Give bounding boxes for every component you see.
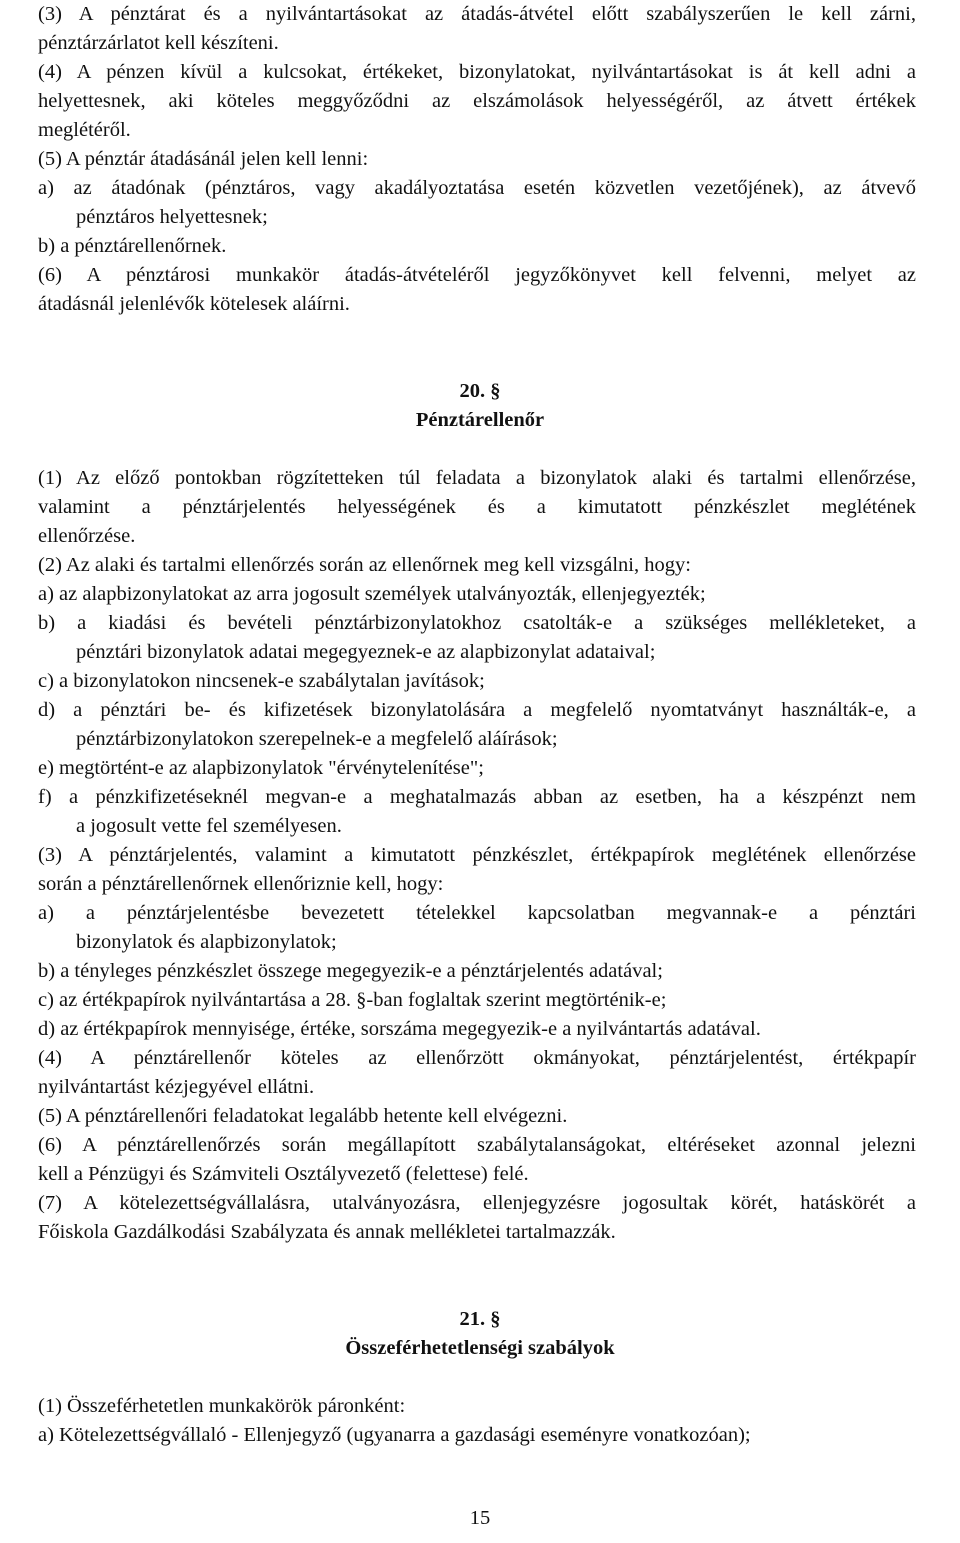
- text-line: e) megtörtént-e az alapbizonylatok "érvénytelenítése";: [38, 757, 484, 779]
- text-line: f) a pénzkifizetéseknél megvan-e a meghatalmazás abban az esetben, ha a készpénzt nem: [38, 786, 916, 808]
- text-line: valamint a pénztárjelentés helyességének és a kimutatott pénzkészlet meglétének: [38, 496, 916, 518]
- text-line: b) a tényleges pénzkészlet összege megegyezik-e a pénztárjelentés adatával;: [38, 960, 663, 982]
- text-line: (5) A pénztár átadásánál jelen kell lenni:: [38, 148, 369, 170]
- text-line: pénztáros helyettesnek;: [76, 206, 268, 228]
- text-line: a) az alapbizonylatokat az arra jogosult személyek utalványozták, ellenjegyezték;: [38, 583, 706, 605]
- text-line: (5) A pénztárellenőri feladatokat legalább hetente kell elvégezni.: [38, 1105, 568, 1127]
- text-line: bizonylatok és alapbizonylatok;: [76, 931, 337, 953]
- text-line: (3) A pénztárjelentés, valamint a kimutatott pénzkészlet, értékpapírok meglétének ellenőrzése: [38, 844, 916, 866]
- text-line: (6) A pénztárellenőrzés során megállapított szabálytalanságokat, eltéréseket azonnal jelezni: [38, 1134, 916, 1156]
- text-line: pénztári bizonylatok adatai megegyeznek-e az alapbizonylat adataival;: [76, 641, 656, 663]
- text-line: (1) Az előző pontokban rögzítetteken túl feladata a bizonylatok alaki és tartalmi ellenőrzése,: [38, 467, 916, 489]
- text-line: átadásnál jelenlévők kötelesek aláírni.: [38, 293, 350, 315]
- text-line: (7) A kötelezettségvállalásra, utalványozásra, ellenjegyzésre jogosultak körét, hatáskörét a: [38, 1192, 916, 1214]
- text-line: Főiskola Gazdálkodási Szabályzata és annak mellékletei tartalmazzák.: [38, 1221, 616, 1243]
- section-heading: Pénztárellenőr: [415, 409, 545, 431]
- text-line: meglétéről.: [38, 119, 131, 141]
- text-line: (2) Az alaki és tartalmi ellenőrzés során az ellenőrnek meg kell vizsgálni, hogy:: [38, 554, 691, 576]
- text-line: helyettesnek, aki köteles meggyőződni az elszámolások helyességéről, az átvett értékek: [38, 90, 916, 112]
- text-line: (6) A pénztárosi munkakör átadás-átvételéről jegyzőkönyvet kell felvenni, melyet az: [38, 264, 916, 286]
- text-line: pénztárbizonylatokon szerepelnek-e a megfelelő aláírások;: [76, 728, 558, 750]
- section-heading: 20. §: [459, 380, 501, 402]
- section-heading: Összeférhetetlenségi szabályok: [345, 1337, 615, 1359]
- page-number: 15: [469, 1507, 491, 1529]
- text-line: (1) Összeférhetetlen munkakörök páronként:: [38, 1395, 406, 1417]
- text-line: a) Kötelezettségvállaló - Ellenjegyző (ugyanarra a gazdasági eseményre vonatkozóan);: [38, 1424, 751, 1446]
- text-line: a) a pénztárjelentésbe bevezetett tételekkel kapcsolatban megvannak-e a pénztári: [38, 902, 916, 924]
- section-heading: 21. §: [459, 1308, 501, 1330]
- text-line: c) a bizonylatokon nincsenek-e szabálytalan javítások;: [38, 670, 485, 692]
- text-line: d) az értékpapírok mennyisége, értéke, sorszáma megegyezik-e a nyilvántartás adatával.: [38, 1018, 761, 1040]
- text-line: nyilvántartást kézjegyével ellátni.: [38, 1076, 315, 1098]
- text-line: pénztárzárlatot kell készíteni.: [38, 32, 279, 54]
- text-line: b) a kiadási és bevételi pénztárbizonylatokhoz csatolták-e a szükséges mellékleteket, a: [38, 612, 916, 634]
- text-line: b) a pénztárellenőrnek.: [38, 235, 227, 257]
- text-line: során a pénztárellenőrnek ellenőriznie kell, hogy:: [38, 873, 444, 895]
- text-line: (3) A pénztárat és a nyilvántartásokat az átadás-átvétel előtt szabályszerűen le kell zárni,: [38, 3, 916, 25]
- text-line: a jogosult vette fel személyesen.: [76, 815, 342, 837]
- text-line: (4) A pénztárellenőr köteles az ellenőrzött okmányokat, pénztárjelentést, értékpapír: [38, 1047, 916, 1069]
- text-line: (4) A pénzen kívül a kulcsokat, értékeket, bizonylatokat, nyilvántartásokat is át kell adni a: [38, 61, 916, 83]
- text-line: kell a Pénzügyi és Számviteli Osztályvezető (felettese) felé.: [38, 1163, 529, 1185]
- text-line: c) az értékpapírok nyilvántartása a 28. §-ban foglaltak szerint megtörténik-e;: [38, 989, 667, 1011]
- text-line: a) az átadónak (pénztáros, vagy akadályoztatása esetén közvetlen vezetőjének), az átvevő: [38, 177, 916, 199]
- text-line: d) a pénztári be- és kifizetések bizonylatolására a megfelelő nyomtatványt használták-e, a: [38, 699, 916, 721]
- text-line: ellenőrzése.: [38, 525, 136, 547]
